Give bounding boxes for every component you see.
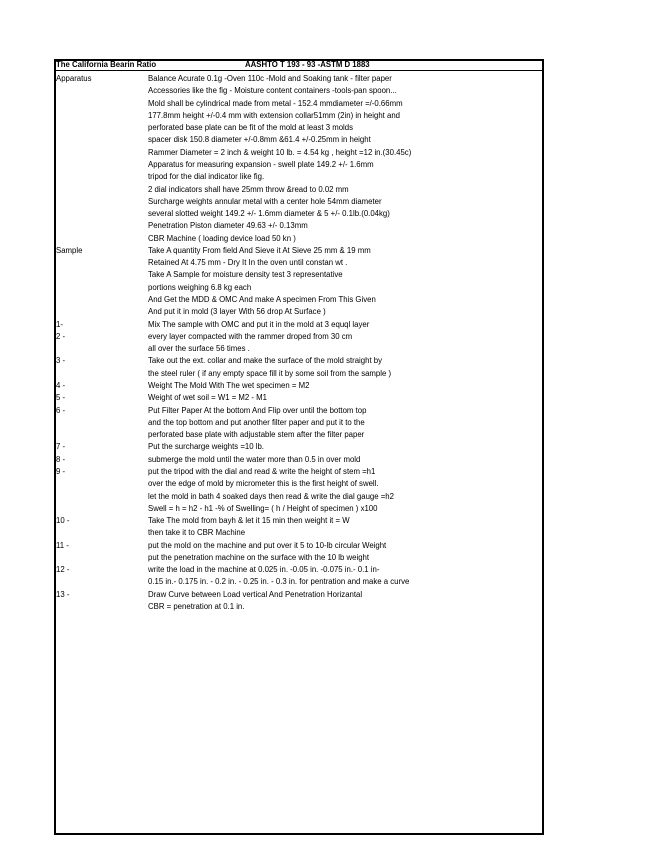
row-label: 11 -	[56, 540, 69, 550]
row-text: Draw Curve between Load vertical And Penetration Horizantal	[148, 589, 363, 599]
row-text: over the edge of mold by micrometer this is the first height of swell.	[148, 479, 379, 489]
row-text: Rammer Diameter = 2 inch & weight 10 lb. = 4.54 kg , height =12 in.(30.45c)	[148, 147, 412, 157]
row-text: all over the surface 56 times .	[148, 344, 250, 354]
row-label: Sample	[56, 245, 83, 255]
row-label: 3 -	[56, 356, 66, 366]
row-text: tripod for the dial indicator like fig.	[148, 172, 265, 182]
row-label: Apparatus	[56, 74, 92, 83]
row-text: Balance Acurate 0.1g -Oven 110c -Mold and Soaking tank - filter paper	[148, 74, 392, 83]
table-row	[0, 368, 650, 380]
row-label: 1-	[56, 319, 63, 329]
row-text: and the top bottom and put another filter paper and put it to the	[148, 417, 365, 427]
row-text: then take it to CBR Machine	[148, 528, 246, 538]
table-row	[0, 208, 650, 220]
table-row	[0, 515, 650, 527]
table-row	[0, 147, 650, 159]
table-row	[0, 294, 650, 306]
table-row	[0, 405, 650, 417]
row-text: every layer compacted with the rammer droped from 30 cm	[148, 331, 353, 341]
table-row	[0, 552, 650, 564]
table-row	[0, 233, 650, 245]
row-text: Put Filter Paper At the bottom And Flip over until the bottom top	[148, 405, 367, 415]
document-title: The California Bearin Ratio	[56, 60, 157, 69]
row-text: Take The mold from bayh & let it 15 min then weight it = W	[148, 516, 350, 526]
row-text: Weight of wet soil = W1 = M2 - M1	[148, 393, 268, 403]
table-row	[0, 540, 650, 552]
table-row	[0, 466, 650, 478]
table-row	[0, 245, 650, 257]
table-row	[0, 417, 650, 429]
row-label: 5 -	[56, 393, 66, 403]
row-text: Mix The sample with OMC and put it in the mold at 3 equql layer	[148, 319, 370, 329]
table-row	[0, 220, 650, 232]
row-text: the steel ruler ( if any empty space fill it by some soil from the sample )	[148, 368, 392, 378]
table-row	[0, 196, 650, 208]
table-row	[0, 355, 650, 367]
row-text: And put it in mold (3 layer With 56 drop At Surface )	[148, 307, 326, 317]
table-row	[0, 429, 650, 441]
table-row	[0, 343, 650, 355]
table-row	[0, 491, 650, 503]
table-row	[0, 478, 650, 490]
row-label: 12 -	[56, 565, 70, 575]
row-text: CBR Machine ( loading device load 50 kn )	[148, 233, 296, 243]
row-text: CBR = penetration at 0.1 in.	[148, 602, 245, 612]
table-row	[0, 601, 650, 613]
row-text: several slotted weight 149.2 +/- 1.6mm diameter & 5 +/- 0.1lb.(0.04kg)	[148, 209, 390, 219]
table-row	[0, 441, 650, 453]
table-row	[0, 282, 650, 294]
row-text: perforated base plate can be fit of the mold at least 3 molds	[148, 123, 354, 133]
row-text: 0.15 in.- 0.175 in. - 0.2 in. - 0.25 in. - 0.3 in. for pentration and make a curve	[148, 577, 410, 587]
row-text: perforated base plate with adjustable stem after the filter paper	[148, 430, 365, 440]
row-text: Take A quantity From field And Sieve it At Sieve 25 mm & 19 mm	[148, 245, 371, 255]
row-text: Retained At 4.75 mm - Dry It In the oven until constan wt .	[148, 258, 348, 268]
table-row	[0, 184, 650, 196]
row-text: portions weighing 6.8 kg each	[148, 282, 252, 292]
table-row	[0, 331, 650, 343]
row-label: 9 -	[56, 466, 66, 476]
table-row	[0, 257, 650, 269]
table-row	[0, 98, 650, 110]
table-row	[0, 564, 650, 576]
row-label: 8 -	[56, 454, 66, 464]
table-row	[0, 171, 650, 183]
table-row	[0, 122, 650, 134]
row-text: put the mold on the machine and put over it 5 to 10-lb circular Weight	[148, 540, 387, 550]
row-text: 177.8mm height +/-0.4 mm with extension collar51mm (2in) in height and	[148, 110, 401, 120]
table-row	[0, 73, 650, 85]
row-label: 7 -	[56, 442, 66, 452]
row-text: Mold shall be cylindrical made from metal - 152.4 mmdiameter =/-0.66mm	[148, 98, 403, 108]
row-text: Take A Sample for moisture density test 3 representative	[148, 270, 343, 280]
row-label: 2 -	[56, 331, 66, 341]
row-label: 4 -	[56, 381, 66, 390]
table-row	[0, 503, 650, 515]
row-text: Penetration Piston diameter 49.63 +/- 0.13mm	[148, 221, 308, 231]
row-text: Swell = h = h2 - h1 -% of Swelling= ( h / Height of specimen ) x100	[148, 503, 378, 513]
table-row	[0, 576, 650, 588]
table-row	[0, 319, 650, 331]
standard-reference: AASHTO T 193 - 93 -ASTM D 1883	[245, 60, 370, 69]
row-text: put the penetration machine on the surface with the 10 lb weight	[148, 552, 370, 562]
table-row	[0, 454, 650, 466]
row-text: Take out the ext. collar and make the surface of the mold straight by	[148, 356, 383, 366]
row-label: 13 -	[56, 589, 70, 599]
table-row	[0, 380, 650, 392]
table-row	[0, 159, 650, 171]
row-text: Weight The Mold With The wet specimen = M2	[148, 381, 310, 390]
table-row	[0, 134, 650, 146]
table-row	[0, 110, 650, 122]
row-text: And Get the MDD & OMC And make A specimen From This Given	[148, 295, 376, 305]
row-text: let the mold in bath 4 soaked days then read & write the dial gauge =h2	[148, 491, 394, 501]
row-text: Put the surcharge weights =10 lb.	[148, 442, 264, 452]
table-row	[0, 85, 650, 97]
row-text: spacer disk 150.8 diameter +/-0.8mm &61.4 +/-0.25mm in height	[148, 135, 371, 145]
row-text: put the tripod with the dial and read & write the height of stem =h1	[148, 466, 376, 476]
row-text: submerge the mold until the water more than 0.5 in over mold	[148, 454, 361, 464]
table-row	[0, 306, 650, 318]
row-label: 10 -	[56, 516, 70, 526]
table-row	[0, 527, 650, 539]
row-text: Accessories like the fig - Moisture content containers -tools-pan spoon...	[148, 86, 397, 96]
row-text: 2 dial indicators shall have 25mm throw &read to 0.02 mm	[148, 184, 349, 194]
table-row	[0, 589, 650, 601]
row-label: 6 -	[56, 405, 66, 415]
row-text: Surcharge weights annular metal with a center hole 54mm diameter	[148, 196, 382, 206]
table-row	[0, 392, 650, 404]
row-text: Apparatus for measuring expansion - swell plate 149.2 +/- 1.6mm	[148, 159, 374, 169]
table-row	[0, 269, 650, 281]
row-text: write the load in the machine at 0.025 in. -0.05 in. -0.075 in.- 0.1 in-	[148, 565, 380, 575]
